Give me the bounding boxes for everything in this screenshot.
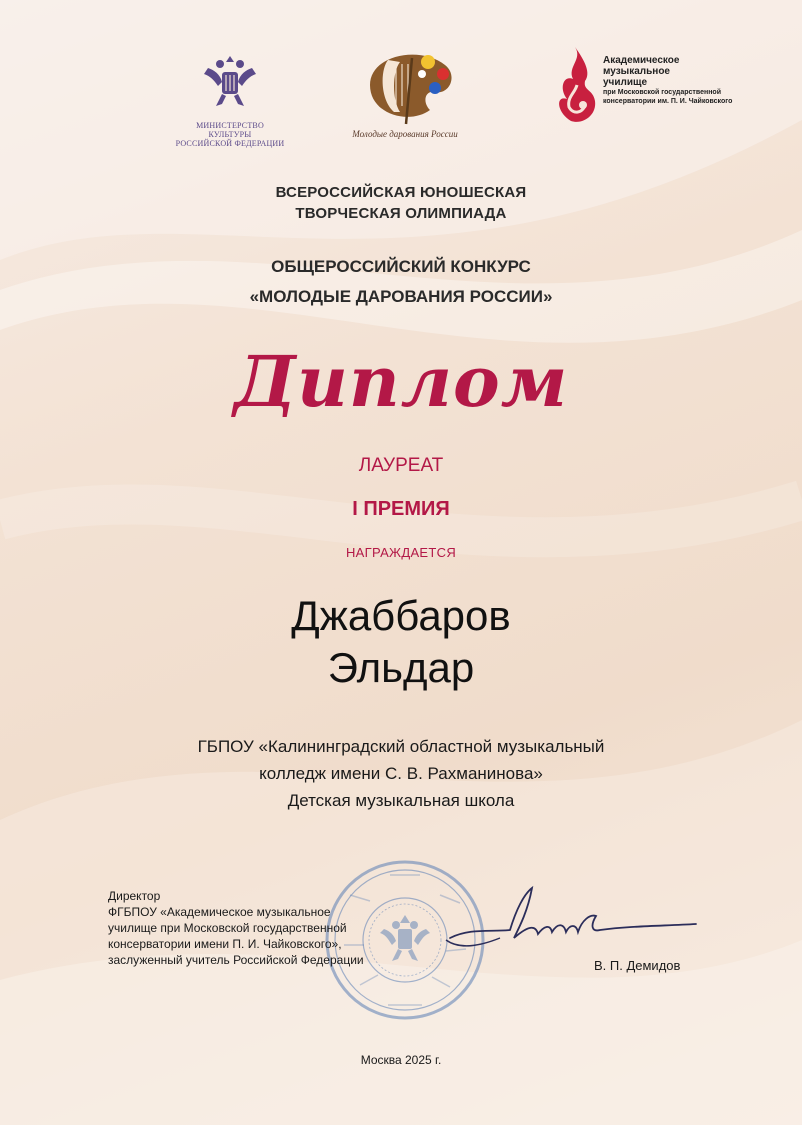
recipient-given-name: Эльдар: [327, 644, 475, 691]
school-name-line3: училище: [603, 77, 648, 88]
director-line5: заслуженный учитель Российской Федерации: [108, 953, 364, 967]
contest-title-line2: «МОЛОДЫЕ ДАРОВАНИЯ РОССИИ»: [249, 287, 553, 306]
contest-logo-caption: Молодые дарования России: [352, 129, 458, 139]
director-line1: Директор: [108, 889, 161, 903]
signer-name: В. П. Демидов: [594, 958, 681, 973]
director-line2: ФГБПОУ «Академическое музыкальное: [108, 905, 331, 919]
institution-line1: ГБПОУ «Калининградский областной музыкальный: [197, 737, 605, 756]
flame-note-icon: [553, 45, 601, 125]
place-date: Москва 2025 г.: [360, 1053, 442, 1067]
contest-logo: [340, 40, 470, 139]
director-line4: консерватории имени П. И. Чайковского»,: [108, 937, 342, 951]
ministry-caption-line1: МИНИСТЕРСТВО КУЛЬТУРЫ: [196, 121, 264, 139]
contest-title: [0, 252, 802, 312]
handwritten-signature-icon: [440, 880, 700, 970]
olympiad-title: [0, 182, 802, 224]
institution-line3: Детская музыкальная школа: [287, 791, 515, 810]
laureate-status: ЛАУРЕАТ: [358, 455, 444, 476]
ministry-caption-line2: РОССИЙСКОЙ ФЕДЕРАЦИИ: [175, 139, 285, 148]
school-name-line1: Академическое: [603, 55, 680, 66]
institution-line2: колледж имени С. В. Рахманинова»: [259, 764, 543, 783]
olympiad-title-line1: ВСЕРОССИЙСКАЯ ЮНОШЕСКАЯ: [275, 184, 527, 201]
recipient-surname: Джаббаров: [291, 592, 511, 639]
prize-degree: I ПРЕМИЯ: [352, 498, 450, 520]
director-title-block: [108, 888, 398, 968]
awarded-label: НАГРАЖДАЕТСЯ: [345, 545, 457, 560]
director-line3: училище при Московской государственной: [108, 921, 347, 935]
ministry-logo: [175, 50, 285, 148]
school-logo: [553, 45, 753, 130]
school-name-line5: консерватории им. П. И. Чайковского: [603, 98, 733, 105]
contest-title-line1: ОБЩЕРОССИЙСКИЙ КОНКУРС: [271, 257, 531, 276]
double-headed-eagle-emblem-icon: [200, 50, 260, 112]
recipient-institution: [0, 733, 802, 814]
school-name-line2: музыкальное: [603, 66, 670, 77]
diploma-title: Диплом: [233, 340, 569, 423]
recipient-name: [0, 590, 802, 694]
olympiad-title-line2: ТВОРЧЕСКАЯ ОЛИМПИАДА: [295, 205, 507, 222]
school-name-line4: при Московской государственной: [603, 89, 721, 96]
palette-harp-icon: [350, 40, 460, 126]
